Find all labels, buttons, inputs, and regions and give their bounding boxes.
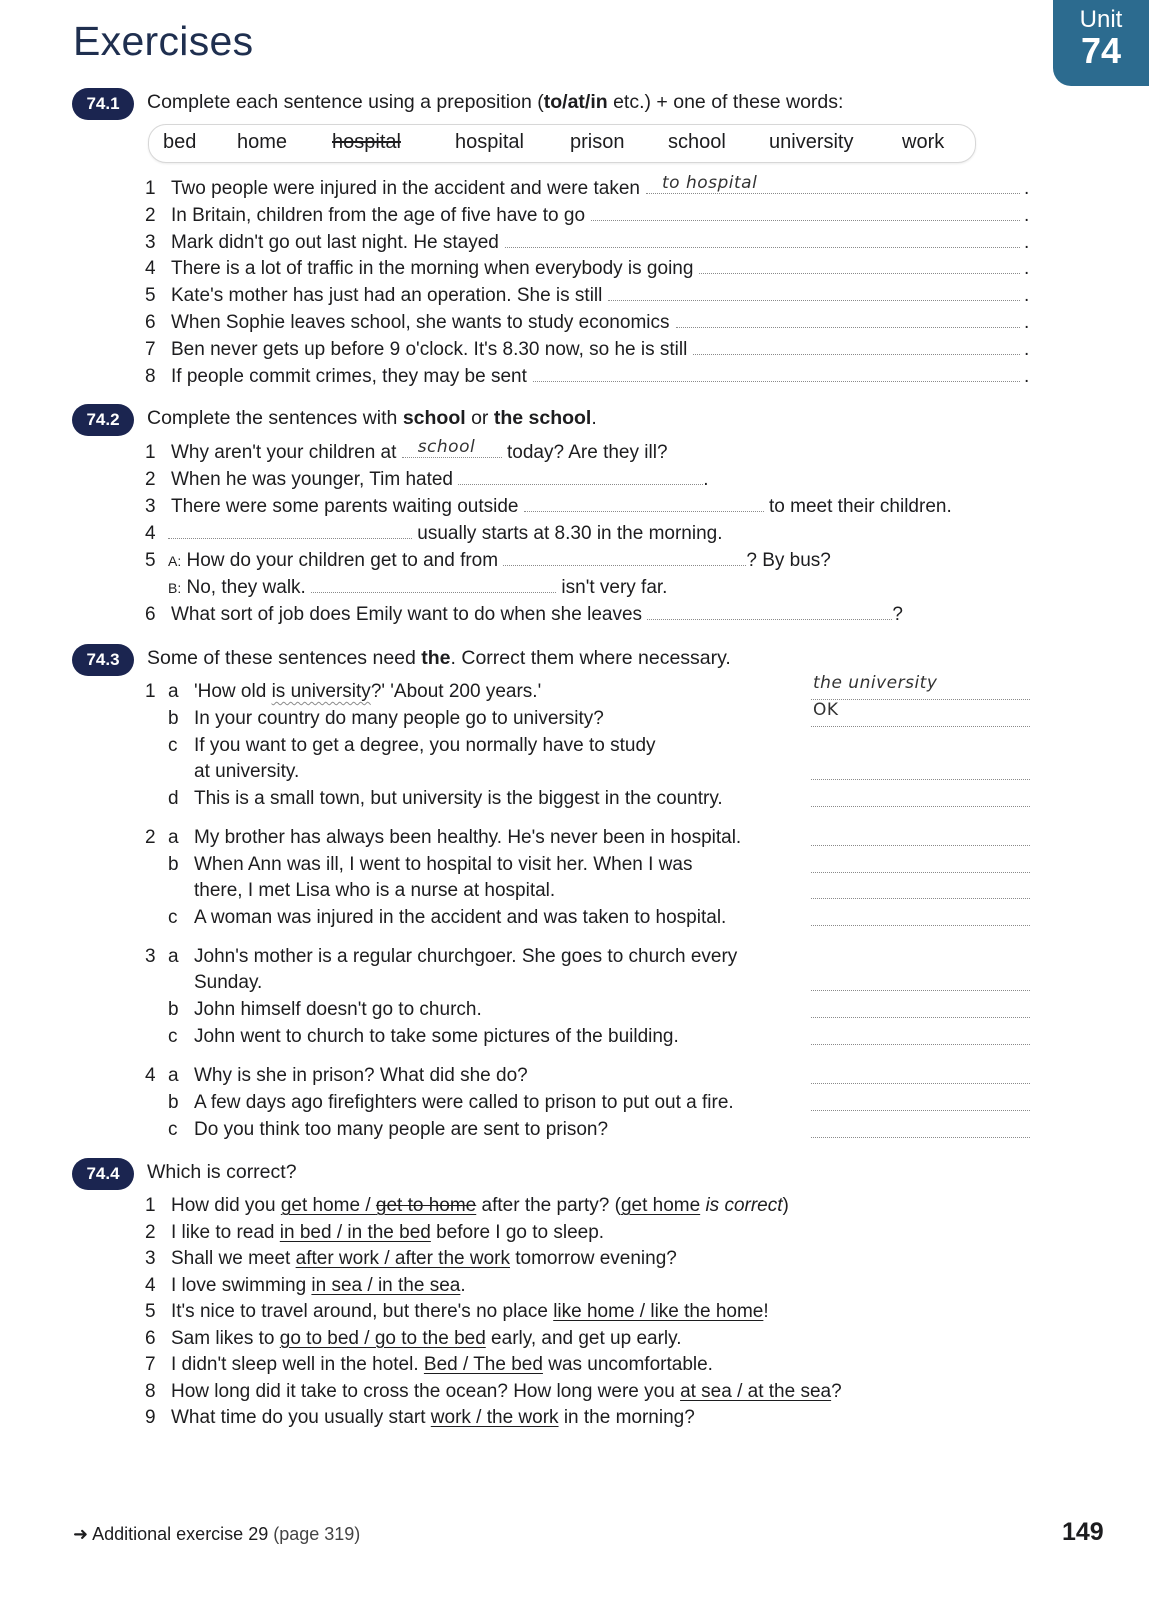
item-number: 4 bbox=[145, 523, 156, 544]
item-number: 2 bbox=[145, 204, 156, 226]
sentence-74-2-6: What sort of job does Emily want to do when she leaves ? bbox=[171, 604, 903, 625]
item-number: 2 bbox=[145, 469, 156, 490]
sentence-74-3-3a-cont: Sunday. bbox=[194, 972, 263, 993]
word-school: school bbox=[668, 131, 726, 153]
handwritten-answer: to hospital bbox=[661, 173, 758, 193]
sentence-74-3-1c: If you want to get a degree, you normally have to study bbox=[194, 735, 656, 756]
item-letter: c bbox=[168, 1026, 178, 1047]
option-choice[interactable]: work / the work bbox=[430, 1407, 559, 1428]
unit-number: 74 bbox=[1080, 30, 1122, 71]
item-number: 1 bbox=[145, 1195, 156, 1216]
option-choice[interactable]: like home / like the home bbox=[553, 1301, 764, 1322]
answer-blank[interactable] bbox=[168, 522, 412, 539]
answer-blank[interactable] bbox=[503, 549, 746, 566]
item-letter: b bbox=[168, 999, 179, 1020]
sentence-74-4-9: What time do you usually start work / the work in the morning? bbox=[171, 1407, 695, 1428]
answer-blank[interactable] bbox=[693, 338, 1020, 355]
answer-blank[interactable] bbox=[608, 284, 1020, 301]
sentence-74-3-4c: Do you think too many people are sent to prison? bbox=[194, 1119, 609, 1140]
item-letter: b bbox=[168, 708, 179, 729]
answer-blank[interactable] bbox=[524, 495, 764, 512]
option-choice[interactable]: in sea / in the sea bbox=[311, 1274, 461, 1296]
item-letter: c bbox=[168, 735, 178, 756]
sentence-74-4-1: How did you get home / get to home after the party? (get home is correct) bbox=[171, 1195, 789, 1216]
word-work: work bbox=[902, 131, 945, 153]
item-number: 3 bbox=[145, 231, 156, 253]
exercise-badge-74-3: 74.3 bbox=[72, 644, 134, 676]
handwritten-answer: school bbox=[417, 437, 476, 457]
sentence-74-4-8: How long did it take to cross the ocean? How long were you at sea / at the sea? bbox=[171, 1380, 842, 1402]
answer-blank[interactable] bbox=[458, 468, 703, 485]
arrow-icon: ➜ bbox=[73, 1524, 89, 1544]
sentence-74-3-2b: When Ann was ill, I went to hospital to visit her. When I was bbox=[194, 854, 693, 875]
sentence-74-3-1c-cont: at university. bbox=[194, 761, 300, 782]
answer-line[interactable] bbox=[811, 784, 1030, 807]
word-hospital: hospital bbox=[455, 131, 524, 153]
footer-link[interactable]: ➜ Additional exercise 29 (page 319) bbox=[73, 1524, 361, 1544]
handwritten-answer: the university bbox=[813, 673, 938, 693]
item-letter: c bbox=[168, 907, 178, 928]
sentence-74-2-3: There were some parents waiting outside to meet their children. bbox=[171, 496, 952, 517]
exercise-heading-74-4: Which is correct? bbox=[147, 1161, 297, 1183]
item-letter: b bbox=[168, 1092, 179, 1113]
answer-line[interactable] bbox=[811, 1115, 1030, 1138]
item-number: 5 bbox=[145, 1301, 156, 1322]
answer-line[interactable] bbox=[811, 903, 1030, 926]
option-choice[interactable]: at sea / at the sea bbox=[680, 1380, 832, 1402]
sentence-74-1-7: Ben never gets up before 9 o'clock. It's 8.30 now, so he is still . bbox=[171, 338, 1030, 360]
sentence-74-2-5a: A: How do your children get to and from ? By bus? bbox=[168, 550, 831, 571]
item-number: 8 bbox=[145, 1380, 156, 1402]
answer-blank[interactable] bbox=[699, 257, 1020, 274]
sentence-74-1-2: In Britain, children from the age of five have to go . bbox=[171, 204, 1030, 226]
sentence-74-4-5: It's nice to travel around, but there's no place like home / like the home! bbox=[171, 1301, 769, 1322]
answer-blank[interactable] bbox=[647, 603, 892, 620]
unit-tab bbox=[1053, 0, 1149, 86]
sentence-74-4-7: I didn't sleep well in the hotel. Bed / The bed was uncomfortable. bbox=[171, 1354, 713, 1375]
sentence-74-1-8: If people commit crimes, they may be sent . bbox=[171, 365, 1030, 387]
option-choice[interactable]: after work / after the work bbox=[295, 1248, 510, 1269]
group-number: 1 bbox=[145, 681, 156, 702]
item-letter: a bbox=[168, 827, 179, 848]
answer-blank[interactable] bbox=[311, 576, 556, 593]
page-title: Exercises bbox=[73, 18, 254, 64]
word-bed: bed bbox=[163, 131, 197, 153]
sentence-74-1-6: When Sophie leaves school, she wants to study economics . bbox=[171, 312, 1030, 333]
item-number: 9 bbox=[145, 1407, 156, 1428]
word-university: university bbox=[769, 131, 854, 153]
sentence-74-3-2c: A woman was injured in the accident and was taken to hospital. bbox=[194, 907, 727, 928]
sentence-74-2-4: usually starts at 8.30 in the morning. bbox=[168, 522, 723, 546]
word-prison: prison bbox=[570, 131, 625, 153]
sentence-74-2-1: Why aren't your children at school today? Are they ill? bbox=[171, 437, 668, 463]
item-number: 5 bbox=[145, 285, 156, 307]
item-number: 3 bbox=[145, 1248, 156, 1269]
item-letter: d bbox=[168, 788, 179, 809]
sentence-74-4-3: Shall we meet after work / after the work tomorrow evening? bbox=[171, 1248, 677, 1269]
word-hospital-crossed: hospital bbox=[332, 131, 401, 153]
sentence-74-3-1a: 'How old is university?' 'About 200 years.' bbox=[194, 681, 542, 702]
item-number: 5 bbox=[145, 550, 156, 571]
item-number: 2 bbox=[145, 1221, 156, 1243]
answer-line[interactable] bbox=[811, 673, 1030, 700]
sentence-74-4-4: I love swimming in sea / in the sea. bbox=[171, 1274, 466, 1296]
exercise-badge-74-4: 74.4 bbox=[72, 1158, 134, 1190]
sentence-74-3-2b-cont: there, I met Lisa who is a nurse at hospital. bbox=[194, 880, 556, 901]
sentence-74-3-4a: Why is she in prison? What did she do? bbox=[194, 1065, 528, 1086]
item-letter: c bbox=[168, 1119, 178, 1140]
unit-label: Unit bbox=[1079, 6, 1123, 33]
answer-line[interactable] bbox=[811, 1061, 1030, 1084]
answer-line[interactable] bbox=[811, 823, 1030, 846]
group-number: 2 bbox=[145, 827, 156, 848]
option-choice[interactable]: in bed / in the bed bbox=[279, 1221, 431, 1243]
sentence-74-2-2: When he was younger, Tim hated . bbox=[171, 469, 709, 490]
answer-line[interactable] bbox=[811, 876, 1030, 899]
word-box bbox=[148, 124, 976, 163]
exercise-badge-74-2: 74.2 bbox=[72, 404, 134, 436]
exercise-heading-74-3: Some of these sentences need the. Correct them where necessary. bbox=[147, 647, 731, 669]
sentence-74-3-3c: John went to church to take some pictures of the building. bbox=[194, 1026, 679, 1047]
group-number: 3 bbox=[145, 946, 156, 967]
item-number: 1 bbox=[145, 178, 156, 199]
answer-blank[interactable] bbox=[505, 231, 1020, 248]
option-choice[interactable]: go to bed / go to the bed bbox=[279, 1327, 486, 1349]
sentence-74-4-2: I like to read in bed / in the bed before I go to sleep. bbox=[171, 1221, 605, 1243]
item-number: 6 bbox=[145, 1327, 156, 1349]
answer-blank[interactable] bbox=[646, 173, 1020, 194]
item-number: 3 bbox=[145, 496, 156, 517]
answer-line[interactable] bbox=[811, 1022, 1030, 1045]
sentence-74-4-6: Sam likes to go to bed / go to the bed early, and get up early. bbox=[171, 1327, 682, 1349]
item-letter: b bbox=[168, 854, 179, 875]
item-letter: a bbox=[168, 1065, 179, 1086]
exercise-badge-74-1: 74.1 bbox=[72, 88, 134, 120]
exercise-heading-74-2: Complete the sentences with school or the school. bbox=[147, 407, 597, 429]
answer-line[interactable] bbox=[811, 700, 1030, 727]
item-number: 4 bbox=[145, 258, 156, 280]
handwritten-answer: OK bbox=[813, 700, 839, 720]
sentence-74-1-5: Kate's mother has just had an operation. She is still . bbox=[171, 285, 1030, 307]
item-letter: a bbox=[168, 681, 179, 702]
answer-line[interactable] bbox=[811, 968, 1030, 991]
sentence-74-3-1b: In your country do many people go to university? bbox=[194, 708, 604, 729]
item-letter: a bbox=[168, 946, 179, 967]
sentence-74-3-1d: This is a small town, but university is the biggest in the country. bbox=[194, 788, 723, 809]
exercise-heading-74-1: Complete each sentence using a preposition (to/at/in etc.) + one of these words: bbox=[147, 91, 844, 113]
item-number: 1 bbox=[145, 442, 156, 463]
answer-line[interactable] bbox=[811, 850, 1030, 873]
sentence-74-3-3a: John's mother is a regular churchgoer. She goes to church every bbox=[194, 946, 738, 967]
answer-line[interactable] bbox=[811, 1088, 1030, 1111]
item-number: 8 bbox=[145, 365, 156, 387]
answer-line[interactable] bbox=[811, 995, 1030, 1018]
sentence-74-1-3: Mark didn't go out last night. He stayed . bbox=[171, 231, 1030, 253]
option-choice[interactable]: Bed / The bed bbox=[423, 1354, 543, 1375]
answer-blank[interactable] bbox=[591, 204, 1020, 221]
item-number: 7 bbox=[145, 338, 156, 360]
option-choice[interactable]: get home / get to home bbox=[280, 1195, 477, 1216]
answer-line[interactable] bbox=[811, 757, 1030, 780]
answer-blank[interactable] bbox=[676, 311, 1021, 328]
sentence-74-1-1: Two people were injured in the accident and were taken to hospital . bbox=[171, 173, 1030, 199]
sentence-74-1-4: There is a lot of traffic in the morning when everybody is going . bbox=[171, 258, 1030, 280]
item-number: 6 bbox=[145, 604, 156, 625]
item-number: 6 bbox=[145, 312, 156, 333]
sentence-74-2-5b: B: No, they walk. isn't very far. bbox=[168, 577, 668, 598]
sentence-74-3-4b: A few days ago firefighters were called to prison to put out a fire. bbox=[194, 1092, 734, 1113]
group-number: 4 bbox=[145, 1065, 156, 1086]
item-number: 7 bbox=[145, 1354, 156, 1375]
word-home: home bbox=[237, 131, 288, 153]
item-number: 4 bbox=[145, 1274, 156, 1296]
sentence-74-3-3b: John himself doesn't go to church. bbox=[194, 999, 482, 1020]
sentence-74-3-2a: My brother has always been healthy. He's never been in hospital. bbox=[194, 827, 742, 848]
page-number: 149 bbox=[1062, 1518, 1104, 1546]
answer-blank[interactable] bbox=[533, 365, 1020, 382]
